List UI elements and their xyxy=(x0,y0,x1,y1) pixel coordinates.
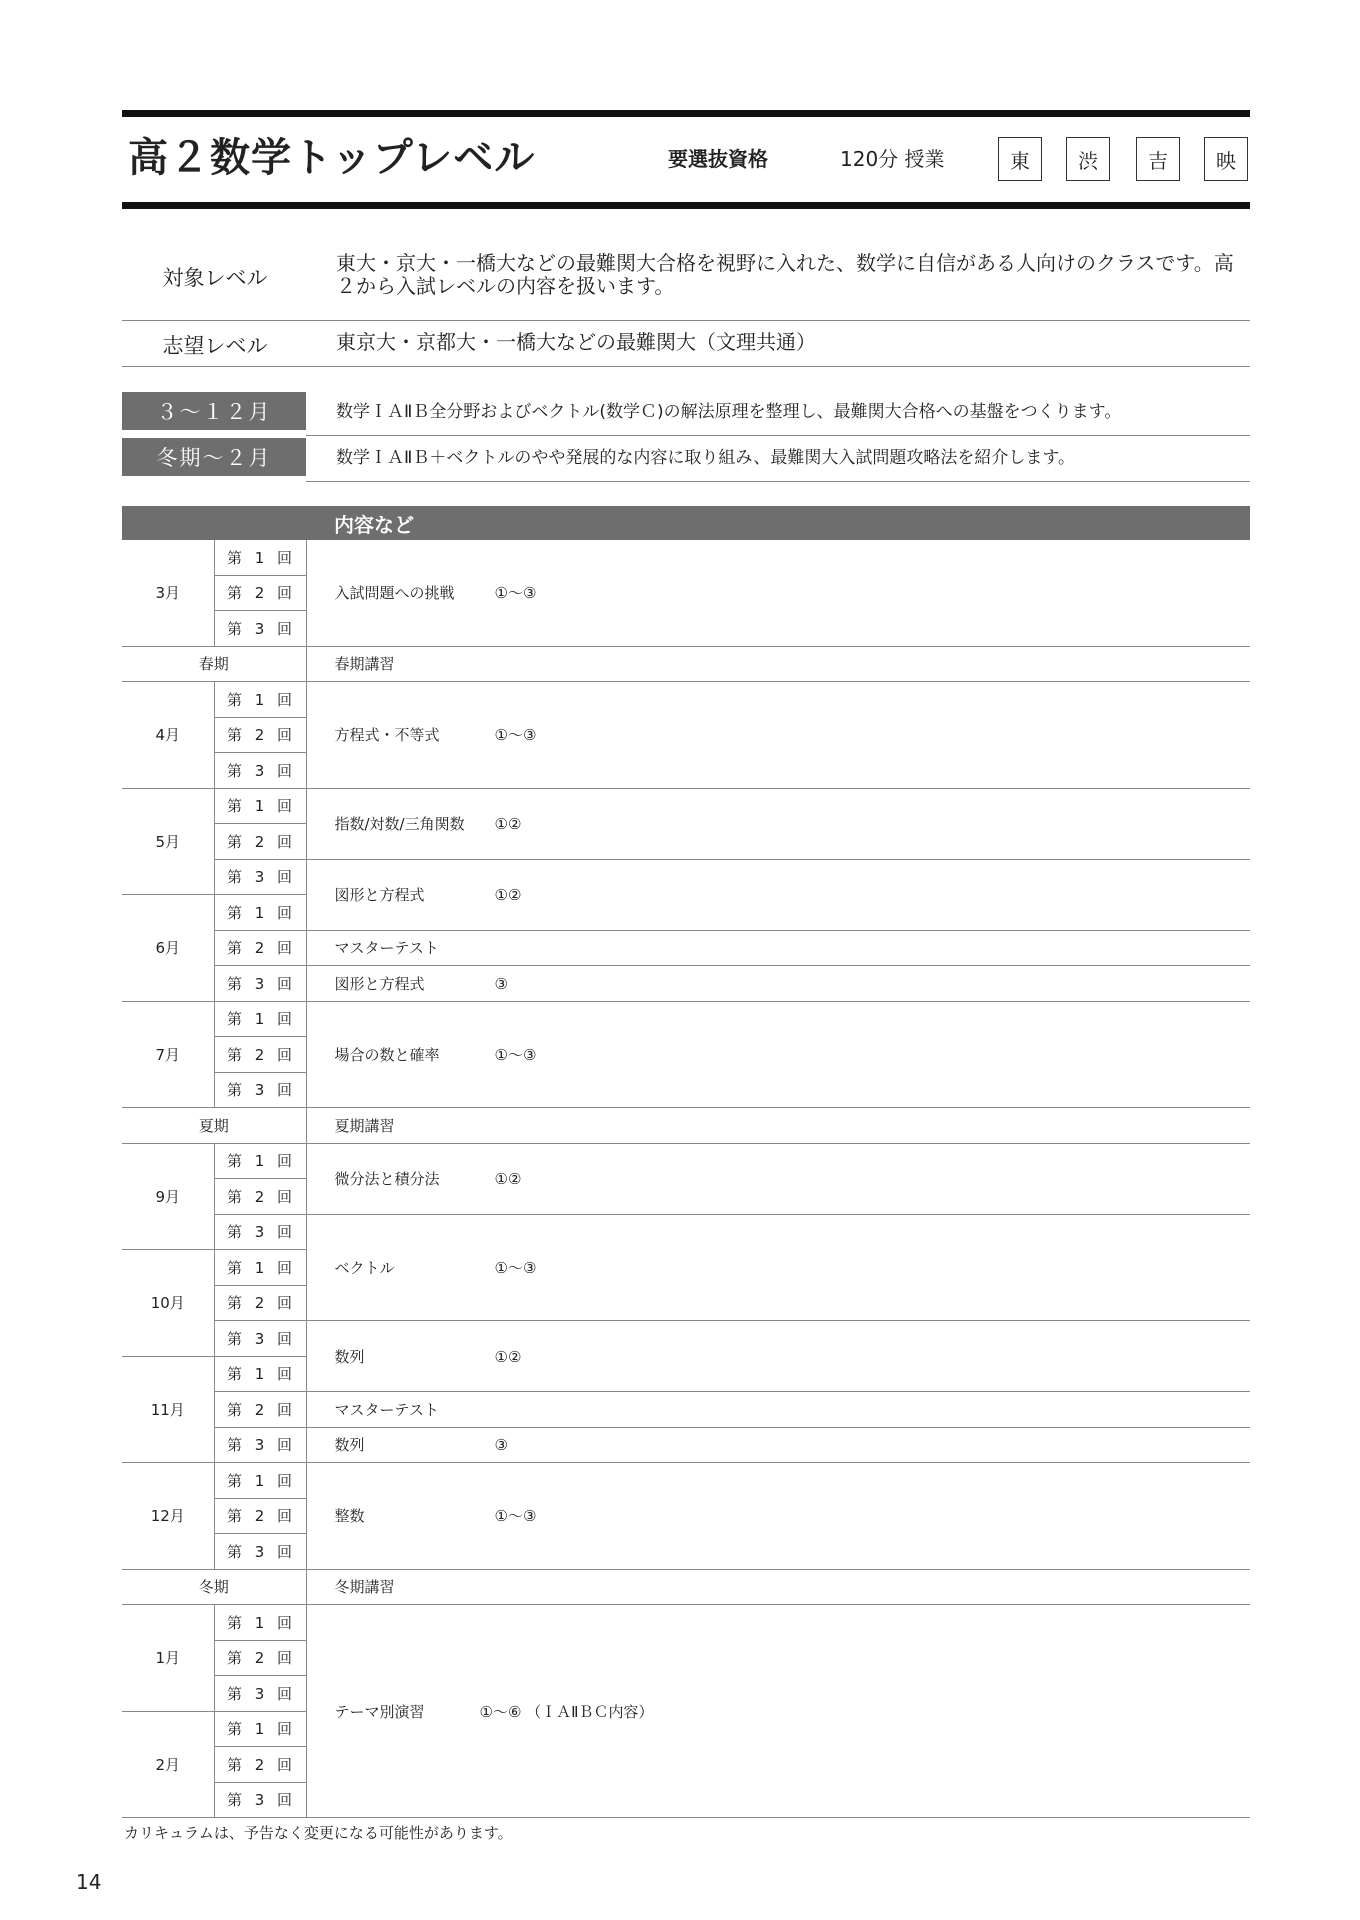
divider xyxy=(122,320,1250,321)
session-label: 第 2 回 xyxy=(214,1392,306,1428)
duration-label: 120分 授業 xyxy=(840,147,945,171)
range: ①② xyxy=(494,1170,522,1188)
session-label: 第 3 回 xyxy=(214,1676,306,1712)
session-label: 第 1 回 xyxy=(214,1711,306,1747)
table-row xyxy=(122,930,1250,966)
content-cell xyxy=(306,788,1250,859)
topic: 整数 xyxy=(334,1507,365,1526)
range: ③ xyxy=(494,974,508,993)
table-row xyxy=(122,1108,1250,1144)
month-label: 7月 xyxy=(122,1001,214,1108)
table-row xyxy=(122,1427,1250,1463)
target-level-label: 対象レベル xyxy=(162,266,268,290)
month-label: 1月 xyxy=(122,1605,214,1712)
table-row xyxy=(122,1463,1250,1499)
term-label-1: ３～１２月 xyxy=(122,392,306,430)
session-label: 第 3 回 xyxy=(214,1782,306,1818)
session-label: 第 2 回 xyxy=(214,1285,306,1321)
season-label: 夏期 xyxy=(122,1108,306,1144)
topic: 図形と方程式 xyxy=(334,886,425,904)
topic: 入試問題への挑戦 xyxy=(334,584,455,603)
content-cell xyxy=(306,1392,1250,1428)
range: ①～③ xyxy=(494,584,537,603)
table-row xyxy=(122,1321,1250,1357)
content-cell xyxy=(306,1143,1250,1214)
divider xyxy=(122,366,1250,367)
session-label: 第 3 回 xyxy=(214,859,306,895)
topic: ベクトル xyxy=(334,1258,395,1277)
curriculum-note: カリキュラムは、予告なく変更になる可能性があります。 xyxy=(124,1824,513,1842)
content-cell xyxy=(306,1605,1250,1818)
content-cell xyxy=(306,1001,1250,1108)
header-blank xyxy=(122,506,306,540)
session-label: 第 2 回 xyxy=(214,930,306,966)
divider xyxy=(306,481,1250,482)
schedule-table xyxy=(122,506,1250,1818)
topic: 冬期講習 xyxy=(334,1578,395,1597)
content-cell xyxy=(306,1427,1250,1463)
topic: 場合の数と確率 xyxy=(334,1045,440,1064)
table-row xyxy=(122,1569,1250,1605)
season-label: 春期 xyxy=(122,646,306,682)
term-text-1: 数学ＩＡⅡＢ全分野およびベクトル(数学Ｃ)の解法原理を整理し、最難関大合格への基盤をつくります。 xyxy=(336,402,1122,422)
session-label: 第 1 回 xyxy=(214,1356,306,1392)
session-label: 第 1 回 xyxy=(214,1001,306,1037)
month-label: 10月 xyxy=(122,1250,214,1357)
month-label: 11月 xyxy=(122,1356,214,1463)
session-label: 第 3 回 xyxy=(214,1214,306,1250)
session-label: 第 2 回 xyxy=(214,1037,306,1073)
month-label: 3月 xyxy=(122,540,214,646)
term-text-2: 数学ＩＡⅡＢ＋ベクトルのやや発展的な内容に取り組み、最難関大入試問題攻略法を紹介します。 xyxy=(336,448,1076,468)
session-label: 第 1 回 xyxy=(214,788,306,824)
session-label: 第 3 回 xyxy=(214,966,306,1002)
session-label: 第 3 回 xyxy=(214,1427,306,1463)
range: ③ xyxy=(494,1436,508,1455)
range: ①② xyxy=(494,886,522,904)
page-title: 高２数学トップレベル xyxy=(128,135,536,181)
content-cell xyxy=(306,540,1250,646)
session-label: 第 1 回 xyxy=(214,1250,306,1286)
table-row xyxy=(122,859,1250,895)
session-label: 第 2 回 xyxy=(214,717,306,753)
table-row xyxy=(122,1605,1250,1641)
topic: 春期講習 xyxy=(334,655,395,674)
range: ①② xyxy=(494,815,522,833)
range: ①～③ xyxy=(494,726,537,745)
session-label: 第 3 回 xyxy=(214,611,306,647)
campus-badge-3: 吉 xyxy=(1136,137,1180,181)
content-cell xyxy=(306,1569,1250,1605)
month-label: 12月 xyxy=(122,1463,214,1570)
page-number: 14 xyxy=(76,1870,102,1894)
session-label: 第 2 回 xyxy=(214,1747,306,1783)
session-label: 第 2 回 xyxy=(214,575,306,611)
header-content: 内容など xyxy=(306,506,1250,540)
session-label: 第 1 回 xyxy=(214,1143,306,1179)
content-cell xyxy=(306,1321,1250,1392)
session-label: 第 1 回 xyxy=(214,895,306,931)
month-label: 6月 xyxy=(122,895,214,1002)
session-label: 第 2 回 xyxy=(214,1179,306,1215)
topic: 図形と方程式 xyxy=(334,974,425,993)
table-row xyxy=(122,1392,1250,1428)
table-row xyxy=(122,540,1250,575)
range: ①～③ xyxy=(494,1258,537,1277)
content-cell xyxy=(306,930,1250,966)
session-label: 第 1 回 xyxy=(214,1605,306,1641)
table-header-row xyxy=(122,506,1250,540)
table-row xyxy=(122,682,1250,718)
month-label: 9月 xyxy=(122,1143,214,1250)
topic: 数列 xyxy=(334,1347,365,1366)
topic: 方程式・不等式 xyxy=(334,726,440,745)
divider xyxy=(306,435,1250,436)
range: ①② xyxy=(494,1347,522,1366)
content-cell xyxy=(306,646,1250,682)
session-label: 第 3 回 xyxy=(214,753,306,789)
session-label: 第 1 回 xyxy=(214,1463,306,1499)
topic: テーマ別演習 xyxy=(334,1702,425,1721)
session-label: 第 2 回 xyxy=(214,1498,306,1534)
content-cell xyxy=(306,1463,1250,1570)
content-cell xyxy=(306,859,1250,930)
goal-level-label: 志望レベル xyxy=(162,334,268,358)
session-label: 第 2 回 xyxy=(214,824,306,860)
month-label: 4月 xyxy=(122,682,214,789)
campus-badge-2: 渋 xyxy=(1066,137,1110,181)
table-row xyxy=(122,788,1250,824)
session-label: 第 3 回 xyxy=(214,1072,306,1108)
range: ①～③ xyxy=(494,1045,537,1064)
topic: 指数/対数/三角関数 xyxy=(334,815,465,833)
topic: マスターテスト xyxy=(334,1400,439,1419)
content-cell xyxy=(306,1214,1250,1321)
target-level-text: 東大・京大・一橋大などの最難関大合格を視野に入れた、数学に自信がある人向けのクラスです。高２から入試レベルの内容を扱います。 xyxy=(336,251,1234,298)
header-bottom-rule xyxy=(122,202,1250,209)
range: ①～③ xyxy=(494,1507,537,1526)
requirement-label: 要選抜資格 xyxy=(668,147,768,171)
topic: 微分法と積分法 xyxy=(334,1170,440,1188)
month-label: 2月 xyxy=(122,1711,214,1818)
session-label: 第 1 回 xyxy=(214,540,306,575)
topic: 夏期講習 xyxy=(334,1116,395,1135)
table-row xyxy=(122,1143,1250,1179)
table-row xyxy=(122,966,1250,1002)
table-row xyxy=(122,646,1250,682)
table-row xyxy=(122,1214,1250,1250)
topic: マスターテスト xyxy=(334,939,439,958)
range: ①～⑥ （ＩＡⅡＢＣ内容） xyxy=(479,1702,654,1721)
session-label: 第 1 回 xyxy=(214,682,306,718)
content-cell xyxy=(306,966,1250,1002)
campus-badge-4: 映 xyxy=(1204,137,1248,181)
content-cell xyxy=(306,1108,1250,1144)
season-label: 冬期 xyxy=(122,1569,306,1605)
content-cell xyxy=(306,682,1250,789)
campus-badge-1: 東 xyxy=(998,137,1042,181)
table-row xyxy=(122,1001,1250,1037)
top-rule xyxy=(122,110,1250,117)
goal-level-text: 東京大・京都大・一橋大などの最難関大（文理共通） xyxy=(336,330,816,354)
session-label: 第 3 回 xyxy=(214,1534,306,1570)
session-label: 第 3 回 xyxy=(214,1321,306,1357)
term-label-2: 冬期～２月 xyxy=(122,438,306,476)
session-label: 第 2 回 xyxy=(214,1640,306,1676)
month-label: 5月 xyxy=(122,788,214,895)
topic: 数列 xyxy=(334,1436,365,1455)
